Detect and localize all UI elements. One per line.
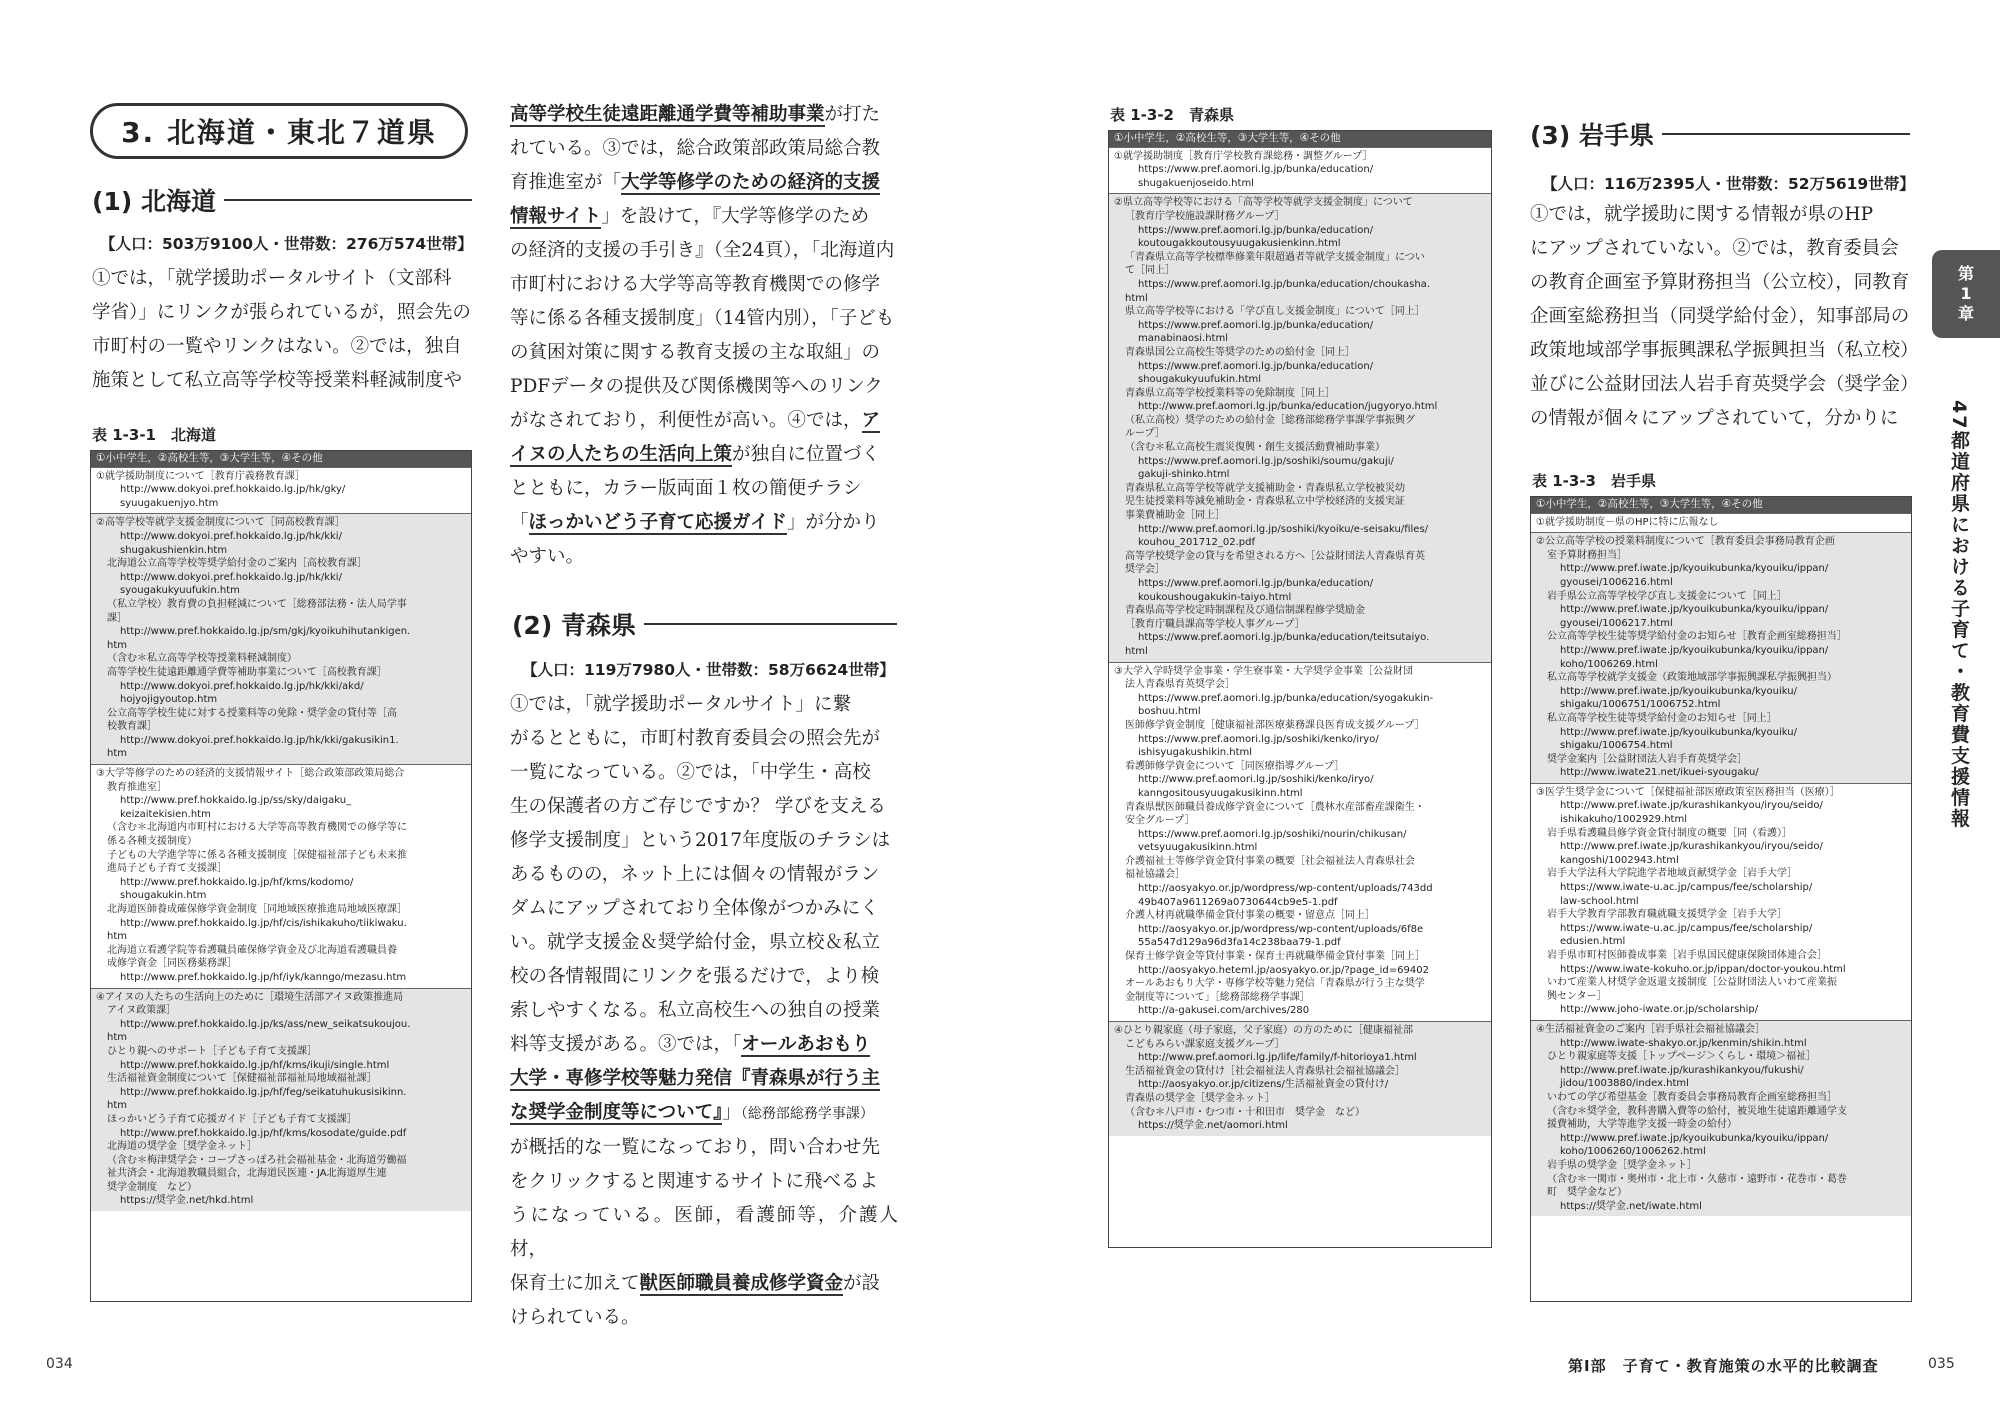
table-line: kanngositousyuugakusikinn.html [1138,787,1303,799]
iwate-heading [1530,116,1910,152]
table-line: 55a547d129a96d3fa14c238baa79-1.pdf [1138,937,1341,949]
para-line: ダムにアップされており全体像がつかみにく [510,898,879,919]
iwate-population: 【人口：116万2395人・世帯数：52万5619世帯】 [1542,175,1915,193]
table-line: 成修学資金［同医務薬務課］ [107,958,237,970]
table-line: http://www.pref.hokkaido.lg.jp/hf/feg/seikatuhukusisikinn. [120,1086,407,1098]
table-cell [1109,662,1491,1021]
table-line: （含む＊梅津奨学会・コープさっぽろ社会福祉基金・北海道労働福 [107,1154,407,1166]
chapter-tab-text: 章 [1957,304,1974,323]
para-line: ①では，就学援助に関する情報が県のHP [1530,204,1874,225]
para-line: れている。③では，総合政策部政策局総合教 [510,138,881,159]
para-line: が概括的な一覧になっており，問い合わせ先 [510,1137,881,1158]
table-line: 奨学金制度 など） [107,1181,197,1193]
para-line [510,1062,898,1096]
table-line: http://www.pref.iwate.jp/kyouikubunka/kyouiku/ippan/ [1560,604,1829,616]
para-line: けられている。 [510,1307,640,1328]
para-line: がなされており，利便性が高い。④では，ア [510,410,881,431]
table-cell [1531,532,1911,783]
table-line: http://www.iwate-shakyo.or.jp/kenmin/shikin.html [1560,1037,1807,1049]
table-line: http://www.pref.hokkaido.lg.jp/sm/gkj/kyoikuhihutankigen. [120,626,411,638]
table-line: 医師修学資金制度［健康福祉部医療薬務課良医育成支援グループ］ [1125,719,1425,731]
table-line: ishikakuho/1002929.html [1560,814,1687,826]
table-line: html [1125,292,1148,304]
table-line: ④アイヌの人たちの生活向上のために［環境生活部アイヌ政策推進局 [96,991,404,1003]
table-line: http://www.pref.iwate.jp/kyouikubunka/kyouiku/ippan/ [1560,563,1829,575]
table-line: 「青森県立高等学校標準修業年限超過者等就学支援金制度」につい [1125,251,1425,263]
table-line: （含む＊私立高等学校等授業料軽減制度） [107,653,297,665]
table-line: いわて産業人材奨学金返還支援制度［公益財団法人いわて産業振 [1547,977,1837,989]
para-line: 情報サイト」を設けて，『大学等修学のため [510,206,870,227]
table-line: 児生徒授業料等減免補助金・青森県私立中学校経済的支援実証 [1125,496,1405,508]
table-line: law-school.html [1560,895,1639,907]
table-line: ①就学援助制度について［教育庁義務教育課］ [96,470,305,482]
table-line: https://奨学金.net/iwate.html [1560,1200,1702,1212]
highlight: イヌの人たちの生活向上策 [510,444,733,465]
table-line: 安全グループ］ [1125,815,1195,827]
para-line: 校の各情報間にリンクを張るだけで，より検 [510,966,880,987]
chapter-tab-text: 第 [1957,264,1974,283]
table-line: http://www.pref.hokkaido.lg.jp/hf/kms/ikuji/single.html [120,1059,390,1071]
table-line: http://www.pref.aomori.lg.jp/soshiki/kyoiku/e-seisaku/files/ [1138,523,1429,535]
table-line: koho/1006260/1006262.html [1560,1146,1706,1158]
table-line: https://www.pref.aomori.lg.jp/bunka/education/ [1138,164,1374,176]
table-line: http://www.pref.aomori.lg.jp/soshiki/kenko/iryo/ [1138,774,1374,786]
table-line: 奨学会］ [1125,564,1165,576]
table-line: manabinaosi.html [1138,333,1228,345]
table-line: syuugakuenjyo.htm [120,497,219,509]
table-line: ④ひとり親家庭（母子家庭，父子家庭）の方のために［健康福祉部 [1114,1025,1413,1036]
table-line: ひとり親へのサポート［子ども子育て支援課］ [107,1045,317,1057]
table-line: 49b407a9611269a0730644cb9e5-1.pdf [1138,896,1338,908]
table-line: shigaku/1006751/1006752.html [1560,699,1721,711]
table-header: ①小中学生，②高校生等，③大学生等，④その他 [1109,131,1491,147]
table-line: http://www.dokyoi.pref.hokkaido.lg.jp/hk/kki/gakusikin1. [120,734,399,746]
table-line: koukoushougakukin-taiyo.html [1138,591,1292,603]
table-line: 青森県の奨学金［奨学金ネット］ [1125,1092,1275,1104]
para-line: とともに，カラー版両面１枚の簡便チラシ [510,478,862,499]
para-line: にアップされていない。②では，教育委員会 [1530,238,1899,259]
heading-rule [1662,133,1910,135]
table-line: koho/1006269.html [1560,658,1658,670]
table-line: （私立学校）教育費の負担軽減について［総務部法務・法人局学事 [107,598,407,610]
hokkaido-paragraph [92,262,472,398]
table-line: shougakukyuufukin.html [1138,374,1262,386]
table-line: koutougakkoutousyuugakusienkinn.html [1138,238,1341,250]
table-line: ③医学生奨学金について［保健福祉部医療政策室医務担当（医療）］ [1536,786,1840,798]
table-line: http://www.dokyoi.pref.hokkaido.lg.jp/hk/kki/ [120,571,342,583]
highlight: 高等学校生徒遠距離通学費等補助事業 [510,104,825,125]
para-line: 並びに公益財団法人岩手育英奨学会（奨学金） [1530,374,1919,395]
hokkaido-heading-text: (1) 北海道 [92,187,216,216]
table-line: ［教育庁学校施設課財務グループ］ [1125,210,1285,222]
column2-paragraph-2 [510,688,898,1335]
para-line: 「ほっかいどう子育て応援ガイド」が分かり [510,512,880,533]
table-line: 北海道公立高等学校等奨学給付金のご案内［高校教育課］ [107,558,367,570]
table-line: 課］ [107,612,127,624]
table-cell [91,764,471,988]
table-line: （含む＊奨学金，教科書購入費等の給付，被災地生徒遠距離通学支 [1547,1105,1847,1117]
hokkaido-heading [92,182,472,218]
table-line: ④生活福祉資金のご案内［岩手県社会福祉協議会］ [1536,1023,1765,1035]
para-line: をクリックすると関連するサイトに飛べるよ [510,1171,878,1192]
table-cell [91,513,471,764]
table-line: http://www.pref.aomori.lg.jp/bunka/education/jugyoryo.html [1138,401,1438,413]
table-line: （私立高校）奨学のための給付金［総務部総務学事課学事振興グ [1125,414,1415,426]
column2-paragraph-1 [510,98,898,574]
chapter-tab-text: 1 [1960,284,1972,303]
table-line: htm [107,1032,127,1044]
para-line: がるとともに，市町村教育委員会の照会先が [510,728,881,749]
table-cell [91,988,471,1212]
table-line: 室予算財務担当］ [1547,549,1627,561]
table-line: （含む＊私立高校生震災復興・創生支援活動費補助事業） [1125,442,1385,454]
table-line: 法人青森県育英奨学会］ [1125,679,1235,691]
table-line: http://www.pref.iwate.jp/kurashikankyou/iryou/seido/ [1560,841,1823,853]
table-line: http://www.pref.iwate.jp/kurashikankyou/iryou/seido/ [1560,800,1823,812]
table-line: boshuu.html [1138,706,1201,718]
table-line: http://www.pref.hokkaido.lg.jp/ks/ass/new_seikatsukoujou. [120,1018,411,1030]
table-line: http://www.pref.hokkaido.lg.jp/hf/kms/kosodate/guide.pdf [120,1127,407,1139]
table-iwate [1530,496,1912,1302]
table-line: 教育推進室］ [107,781,167,793]
table-line: ②公立高等学校の授業料制度について［教育委員会事務局教育企画 [1536,536,1835,548]
table-line: http://www.pref.hokkaido.lg.jp/hf/kms/kodomo/ [120,876,354,888]
highlight: 情報サイト [510,206,602,227]
highlight: 獣医師職員養成修学資金 [639,1273,844,1294]
table-line: 岩手県市町村医師養成事業［岩手県国民健康保険団体連合会］ [1547,950,1827,961]
table-line: ループ］ [1125,428,1165,440]
table-line: http://www.pref.iwate.jp/kurashikankyou/fukushi/ [1560,1064,1804,1076]
table-line: gakuji-shinko.html [1138,469,1230,481]
table-line: 事業費補助金［同上］ [1125,510,1225,522]
table-line: htm [107,1100,127,1112]
table-line: http://aosyakyo.or.jp/wordpress/wp-content/uploads/743dd [1138,883,1433,895]
table-line: 奨学金案内［公益財団法人岩手育英奨学会］ [1547,753,1747,765]
table-line: 青森県国公立高校生等奨学のための給付金［同上］ [1125,346,1355,358]
table-line: 岩手大学教育学部教育職就職支援奨学金［岩手大学］ [1547,909,1787,921]
table-line: vetsyuugakusikinn.html [1138,842,1258,854]
table-line: https://www.pref.aomori.lg.jp/bunka/education/ [1138,224,1374,236]
table-line: kangoshi/1002943.html [1560,854,1679,866]
table-line: 青森県獣医師職員養成修学資金について［農林水産部畜産課衛生・ [1125,801,1425,813]
aomori-heading [512,606,897,642]
table-line: 岩手県看護職員修学資金貸付制度の概要［同（看護）］ [1547,827,1792,839]
table-line: http://www.dokyoi.pref.hokkaido.lg.jp/hk/kki/ [120,530,342,542]
table-line: 公立高等学校生徒等奨学給付金のお知らせ［教育企画室総務担当］ [1547,631,1847,643]
para-line: ①では，「就学援助ポータルサイト」に繋 [510,694,851,715]
table-line: http://www.pref.hokkaido.lg.jp/hf/iyk/kanngo/mezasu.htm [120,971,407,983]
heading-rule [224,199,472,201]
table-line: 金制度等について」［総務部総務学事課］ [1125,991,1310,1003]
table-line: keizaitekisien.htm [120,808,211,820]
table-cell [1109,1021,1491,1136]
table-line: gyousei/1006217.html [1560,617,1673,629]
table-caption-iwate: 表 1-3-3 岩手県 [1532,472,1656,490]
para-line: PDFデータの提供及び関係機関等へのリンク [510,376,883,397]
chapter-tab [1932,250,2000,338]
table-cell [91,467,471,514]
table-line: 青森県私立高等学校等就学支援補助金・青森県私立学校被災幼 [1125,482,1405,494]
table-line: https://www.pref.aomori.lg.jp/bunka/education/choukasha. [1138,278,1430,290]
table-hokkaido [90,450,472,1302]
table-line: ①就学援助制度［教育庁学校教育課総務・調整グループ］ [1114,150,1373,162]
highlight: な奨学金制度等について』 [510,1102,723,1123]
table-line: http://www.pref.hokkaido.lg.jp/hf/cis/ishikakuho/tiikiwaku. [120,917,407,929]
highlight: 大学・専修学校等魅力発信『青森県が行う主 [510,1068,881,1089]
table-line: https://www.pref.aomori.lg.jp/bunka/education/syogakukin- [1138,692,1434,704]
table-line: https://奨学金.net/aomori.html [1138,1120,1288,1132]
table-line: ②高等学校等就学支援金制度について［同高校教育課］ [96,517,345,529]
para-line: の情報が個々にアップされていて，分かりに [1530,408,1899,429]
table-line: 公立高等学校生徒に対する授業料等の免除・奨学金の貸付等［高 [107,707,397,719]
table-line: 介護人材再就職準備金貸付事業の概要・留意点［同上］ [1125,910,1375,922]
highlight: ほっかいどう子育て応援ガイド [528,512,787,533]
table-line: htm [107,931,127,943]
table-line: http://www.pref.aomori.lg.jp/life/family/f-hitorioya1.html [1138,1052,1417,1064]
table-line: ひとり親家庭等支援［トップページ＞くらし・環境＞福祉］ [1547,1051,1817,1063]
para-line: やすい。 [510,546,585,567]
table-line: 岩手大学法科大学院進学者地域貢献奨学金［岩手大学］ [1547,868,1797,880]
highlight: 大学等修学のための経済的支援 [621,172,881,193]
chapter-vertical-title: 47都道府県における子育て・教育費支援情報 [1948,400,1970,830]
table-line: http://www.pref.iwate.jp/kyouikubunka/kyouiku/ippan/ [1560,1132,1829,1144]
table-line: gyousei/1006216.html [1560,576,1673,588]
para-line: 企画室総務担当（同奨学給付金），知事部局の [1530,306,1910,327]
aomori-population: 【人口：119万7980人・世帯数：58万6624世帯】 [522,661,895,679]
para-line: 料等支援がある。③では，「オールあおもり [510,1034,871,1055]
hokkaido-population: 【人口：503万9100人・世帯数：276万574世帯】 [100,235,473,253]
highlight: オールあおもり [741,1034,871,1055]
table-line: https://www.iwate-u.ac.jp/campus/fee/scholarship/ [1560,922,1813,934]
table-line: 祉共済会・北海道教職員組合，北海道民医連・JA北海道厚生連 [107,1168,387,1180]
iwate-paragraph [1530,198,1919,436]
table-line: 援費補助，大学等進学支援一時金の給付） [1547,1119,1737,1131]
para-line: 等に係る各種支援制度」（14管内別），「子ども [510,308,895,329]
table-line: 係る各種支援制度） [107,836,197,848]
table-aomori [1108,130,1492,1248]
table-line: 進局子ども子育て支援課］ [107,863,227,875]
page-number-left: 034 [46,1356,73,1372]
table-line: 生活福祉資金の貸付け［社会福祉法人青森県社会福祉協議会］ [1125,1065,1405,1077]
table-line: kouhou_201712_02.pdf [1138,537,1255,549]
table-line: 高等学校生徒遠距離通学費等補助事業について［高校教育課］ [107,666,387,678]
table-line: http://www.iwate21.net/ikuei-syougaku/ [1560,767,1759,779]
table-line: htm [107,639,127,651]
aomori-heading-text: (2) 青森県 [512,611,636,640]
table-line: https://www.pref.aomori.lg.jp/bunka/education/ [1138,319,1374,331]
table-line: 興センター］ [1547,990,1607,1002]
table-line: shugakushienkin.htm [120,544,228,556]
table-line: https://www.pref.aomori.lg.jp/bunka/education/ [1138,360,1374,372]
para-line: 高等学校生徒遠距離通学費等補助事業が打た [510,104,881,125]
para-line: うになっている。医師，看護師等，介護人材， [510,1205,898,1260]
table-line: http://www.joho-iwate.or.jp/scholarship/ [1560,1004,1759,1016]
table-line: shugakuenjoseido.html [1138,177,1254,189]
table-line: （含む＊北海道内市町村における大学等高等教育機関での修学等に [107,822,407,834]
para-line: 市町村における大学等高等教育機関での修学 [510,274,881,295]
table-line: http://aosyakyo.or.jp/citizens/生活福祉資金の貸付け/ [1138,1079,1389,1091]
table-line: 岩手県公立高等学校学び直し支援金について［同上］ [1547,590,1787,602]
table-line: ishisyugakushikin.html [1138,747,1253,759]
table-line: https://奨学金.net/hkd.html [120,1195,254,1207]
table-line: jidou/1003880/index.html [1560,1078,1689,1090]
para-line: 索しやすくなる。私立高校生への独自の授業 [510,1000,881,1021]
table-line: https://www.iwate-u.ac.jp/campus/fee/scholarship/ [1560,882,1813,894]
table-line: https://www.pref.aomori.lg.jp/soshiki/kenko/iryo/ [1138,733,1379,745]
footer-title: 第Ⅰ部 子育て・教育施策の水平的比較調査 [1568,1357,1879,1375]
table-body [1109,147,1491,1136]
table-line: http://www.dokyoi.pref.hokkaido.lg.jp/hk/kki/akd/ [120,680,364,692]
para-line: イヌの人たちの生活向上策が独自に位置づく [510,444,881,465]
para-line: あるものの，ネット上には個々の情報がラン [510,864,880,885]
table-line: オールあおもり大学・専修学校等魅力発信「青森県が行う主な奨学 [1125,978,1425,990]
para-line: い。就学支援金＆奨学給付金，県立校＆私立 [510,932,881,953]
para-line: 施策として私立高等学校等授業料軽減制度や [92,370,463,391]
table-line: http://www.pref.iwate.jp/kyouikubunka/kyouiku/ippan/ [1560,644,1829,656]
table-line: ①就学援助制度－県のHPに特に広報なし [1536,516,1719,528]
table-line: 私立高等学校生徒等奨学給付金のお知らせ［同上］ [1547,712,1777,724]
table-line: （含む＊八戸市・むつ市・十和田市 奨学金 など） [1125,1106,1365,1118]
table-line: 生活福祉資金制度について［保健福祉部福祉局地域福祉課］ [107,1073,377,1085]
table-header: ①小中学生，②高校生等，③大学生等，④その他 [91,451,471,467]
table-line: edusien.html [1560,936,1626,948]
table-body [1531,513,1911,1217]
para-line: 市町村の一覧やリンクはない。②では，独自 [92,336,462,357]
table-line: ほっかいどう子育て応援ガイド［子ども子育て支援課］ [107,1113,357,1125]
table-line: 高等学校奨学金の貸与を希望される方へ［公益財団法人青森県育英 [1125,550,1425,562]
highlight: ア [861,410,881,431]
table-line: http://www.pref.hokkaido.lg.jp/ss/sky/daigaku_ [120,795,352,807]
para-line: 政策地域部学事振興課私学振興担当（私立校） [1530,340,1919,361]
table-line: https://www.iwate-kokuho.or.jp/ippan/doctor-youkou.html [1560,963,1846,975]
para-line: 一覧になっている。②では，「中学生・高校 [510,762,871,783]
table-line: 青森県立高等学校授業料等の免除制度［同上］ [1125,387,1335,399]
table-line: http://aosyakyo.heteml.jp/aosyakyo.or.jp/?page_id=69402 [1138,964,1429,976]
table-line: http://aosyakyo.or.jp/wordpress/wp-content/uploads/6f8e [1138,923,1424,935]
table-cell [1109,147,1491,194]
table-cell [1531,783,1911,1020]
table-line: アイヌ政策課］ [107,1005,177,1017]
table-line: shougakukin.htm [120,890,207,902]
table-line: http://www.pref.iwate.jp/kyouikubunka/kyouiku/ [1560,685,1797,697]
table-line: hojyojigyoutop.htm [120,694,218,706]
table-cell [1109,193,1491,661]
table-line: 青森県高等学校定時制課程及び通信制課程修学奨励金 [1125,605,1365,617]
para-line: ①では，「就学援助ポータルサイト（文部科 [92,268,452,289]
table-line: 県立高等学校等における「学び直し支援金制度」について［同上］ [1125,306,1425,318]
table-line: 子どもの大学進学等に係る各種支援制度［保健福祉部子ども未来推 [107,849,407,861]
table-line: 福祉協議会］ [1125,869,1185,881]
table-line: 町 奨学金など） [1547,1187,1627,1199]
iwate-heading-text: (3) 岩手県 [1530,121,1654,150]
table-line: 北海道医師養成確保修学資金制度［同地域医療推進局地域医療課］ [107,904,407,915]
table-line: いわての学び希望基金［教育委員会事務局教育企画室総務担当］ [1547,1091,1837,1103]
section-heading: 3. 北海道・東北７道県 [90,103,468,159]
para-line: の教育企画室予算財務担当（公立校），同教育 [1530,272,1910,293]
para-line: 学省）」にリンクが張られているが，照会先の [92,302,471,323]
table-line: htm [107,748,127,760]
para-line: な奨学金制度等について』」（総務部総務学事課） [510,1102,874,1123]
para-line: 保育士に加えて獣医師職員養成修学資金が設 [510,1273,881,1294]
table-line: http://www.dokyoi.pref.hokkaido.lg.jp/hk/gky/ [120,484,346,496]
page-number-right: 035 [1928,1356,1955,1372]
table-line: 私立高等学校就学支援金（政策地域部学事振興課私学振興担当） [1547,672,1837,684]
para-line: の貧困対策に関する教育支援の主な取組」の [510,342,881,363]
table-line: 北海道の奨学金［奨学金ネット］ [107,1141,257,1153]
table-line: 看護師修学資金について［同医療指導グループ］ [1125,760,1345,772]
table-line: ③大学等修学のための経済的支援情報サイト［総合政策部政策局総合 [96,768,405,780]
table-line: syougakukyuufukin.htm [120,585,240,597]
table-line: て［同上］ [1125,265,1175,277]
para-line: 修学支援制度」という2017年度版のチラシは [510,830,891,851]
table-line: （含む＊一関市・奥州市・北上市・久慈市・遠野市・花巻市・葛巻 [1547,1173,1847,1185]
table-line: ③大学入学時奨学金事業・学生寮事業・大学奨学金事業［公益財団 [1114,665,1413,677]
table-line: 校教育課］ [107,721,157,733]
table-line: ②県立高等学校等における「高等学校等就学支援金制度」について [1114,197,1413,209]
table-body [91,467,471,1211]
table-cell [1531,1020,1911,1216]
table-caption-aomori: 表 1-3-2 青森県 [1110,106,1234,124]
table-line: 北海道立看護学院等看護職員確保修学資金及び北海道看護職員養 [107,944,397,956]
para-line: の経済的支援の手引き』（全24頁），「北海道内 [510,240,895,261]
para-line: 育推進室が「大学等修学のための経済的支援 [510,172,881,193]
table-line: http://a-gakusei.com/archives/280 [1138,1005,1310,1017]
table-header: ①小中学生，②高校生等，③大学生等，④その他 [1531,497,1911,513]
table-caption-hokkaido: 表 1-3-1 北海道 [92,426,216,444]
table-line: https://www.pref.aomori.lg.jp/bunka/education/teitsutaiyo. [1138,632,1430,644]
table-cell [1531,513,1911,533]
table-line: http://www.pref.iwate.jp/kyouikubunka/kyouiku/ [1560,726,1797,738]
table-line: shigaku/1006754.html [1560,740,1673,752]
para-line: 生の保護者の方ご存じですか？ 学びを支える [510,796,886,817]
table-line: こどもみらい課家庭支援グループ］ [1125,1038,1285,1050]
table-line: 保育士修学資金等貸付事業・保育士再就職準備金貸付事業［同上］ [1125,951,1425,963]
table-line: https://www.pref.aomori.lg.jp/soshiki/soumu/gakuji/ [1138,455,1394,467]
table-line: https://www.pref.aomori.lg.jp/soshiki/nourin/chikusan/ [1138,828,1407,840]
table-line: 岩手県の奨学金［奨学金ネット］ [1547,1159,1697,1171]
table-line: https://www.pref.aomori.lg.jp/bunka/education/ [1138,578,1374,589]
table-line: 介護福祉士等修学資金貸付事業の概要［社会福祉法人青森県社会 [1125,855,1415,867]
table-line: html [1125,645,1148,657]
table-line: ［教育庁職員課高等学校人事グループ］ [1125,618,1305,630]
heading-rule [644,623,897,625]
